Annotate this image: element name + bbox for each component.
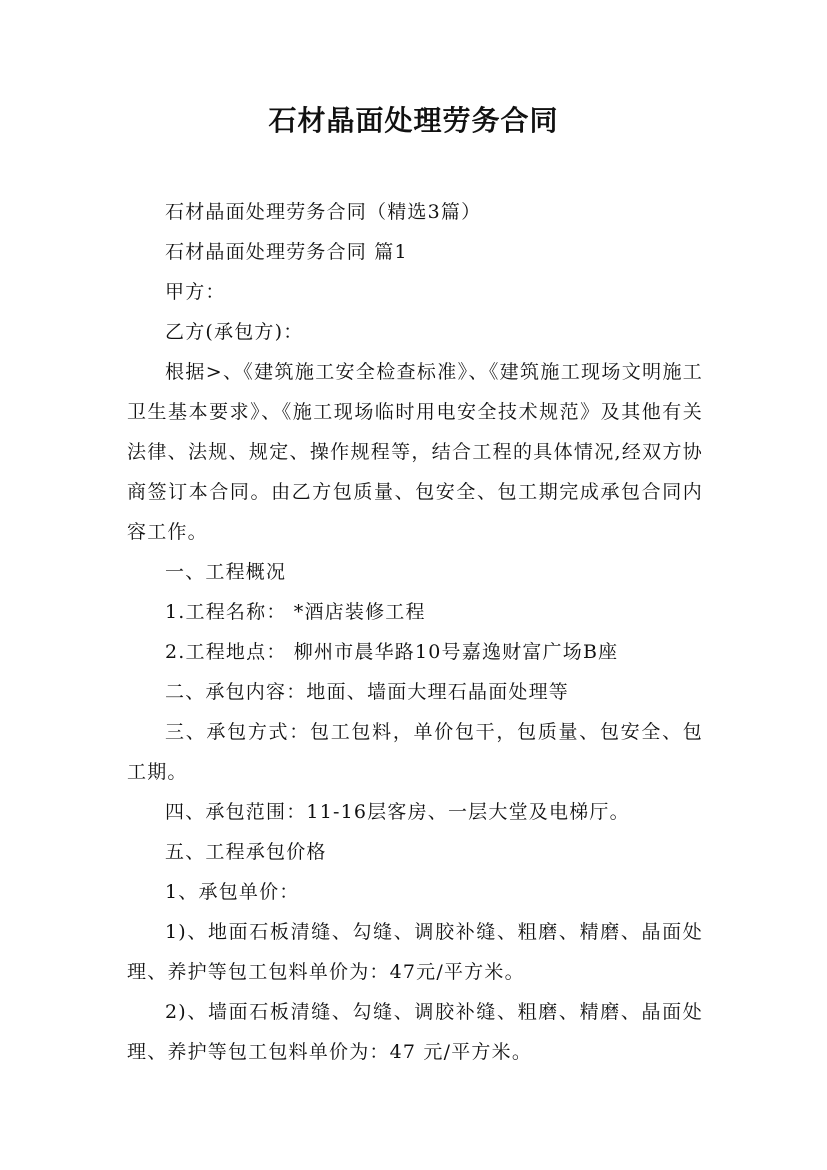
document-body — [127, 192, 703, 1072]
paragraph-contract-content: 二、承包内容：地面、墙面大理石晶面处理等 — [165, 681, 570, 703]
paragraph-basis: 根据>、《建筑施工安全检查标准》、《建筑施工现场文明施工卫生基本要求》、《施工现场临时用电安全技术规范》及其他有关法律、法规、规定、操作规程等，结合工程的具体情况,经双方协商签订本合同。由乙方包质量、包安全、包工期完成承包合同内容工作。 — [127, 361, 703, 543]
paragraph-party-b: 乙方(承包方)： — [165, 321, 304, 343]
document-title: 石材晶面处理劳务合同 — [268, 104, 559, 137]
paragraph-project-name: 1.工程名称： *酒店装修工程 — [165, 601, 426, 623]
paragraph-party-a: 甲方： — [165, 281, 226, 303]
paragraph-chapter-heading: 石材晶面处理劳务合同 篇1 — [165, 241, 408, 263]
paragraph-wall-price: 2)、墙面石板清缝、勾缝、调胶补缝、粗磨、精磨、晶面处理、养护等包工包料单价为：47 元/平方米。 — [127, 1001, 703, 1063]
paragraph-unit-price-heading: 1、承包单价： — [165, 881, 300, 903]
paragraph-subtitle: 石材晶面处理劳务合同（精选3篇） — [165, 201, 482, 223]
paragraph-project-location: 2.工程地点： 柳州市晨华路10号嘉逸财富广场B座 — [165, 641, 619, 663]
paragraph-section-1-heading: 一、工程概况 — [165, 561, 287, 583]
paragraph-contract-scope: 四、承包范围：11-16层客房、一层大堂及电梯厅。 — [165, 801, 630, 823]
paragraph-contract-method: 三、承包方式：包工包料，单价包干，包质量、包安全、包工期。 — [127, 721, 703, 783]
paragraph-floor-price: 1)、地面石板清缝、勾缝、调胶补缝、粗磨、精磨、晶面处理、养护等包工包料单价为：47元/平方米。 — [127, 921, 703, 983]
paragraph-section-5-heading: 五、工程承包价格 — [165, 841, 327, 863]
